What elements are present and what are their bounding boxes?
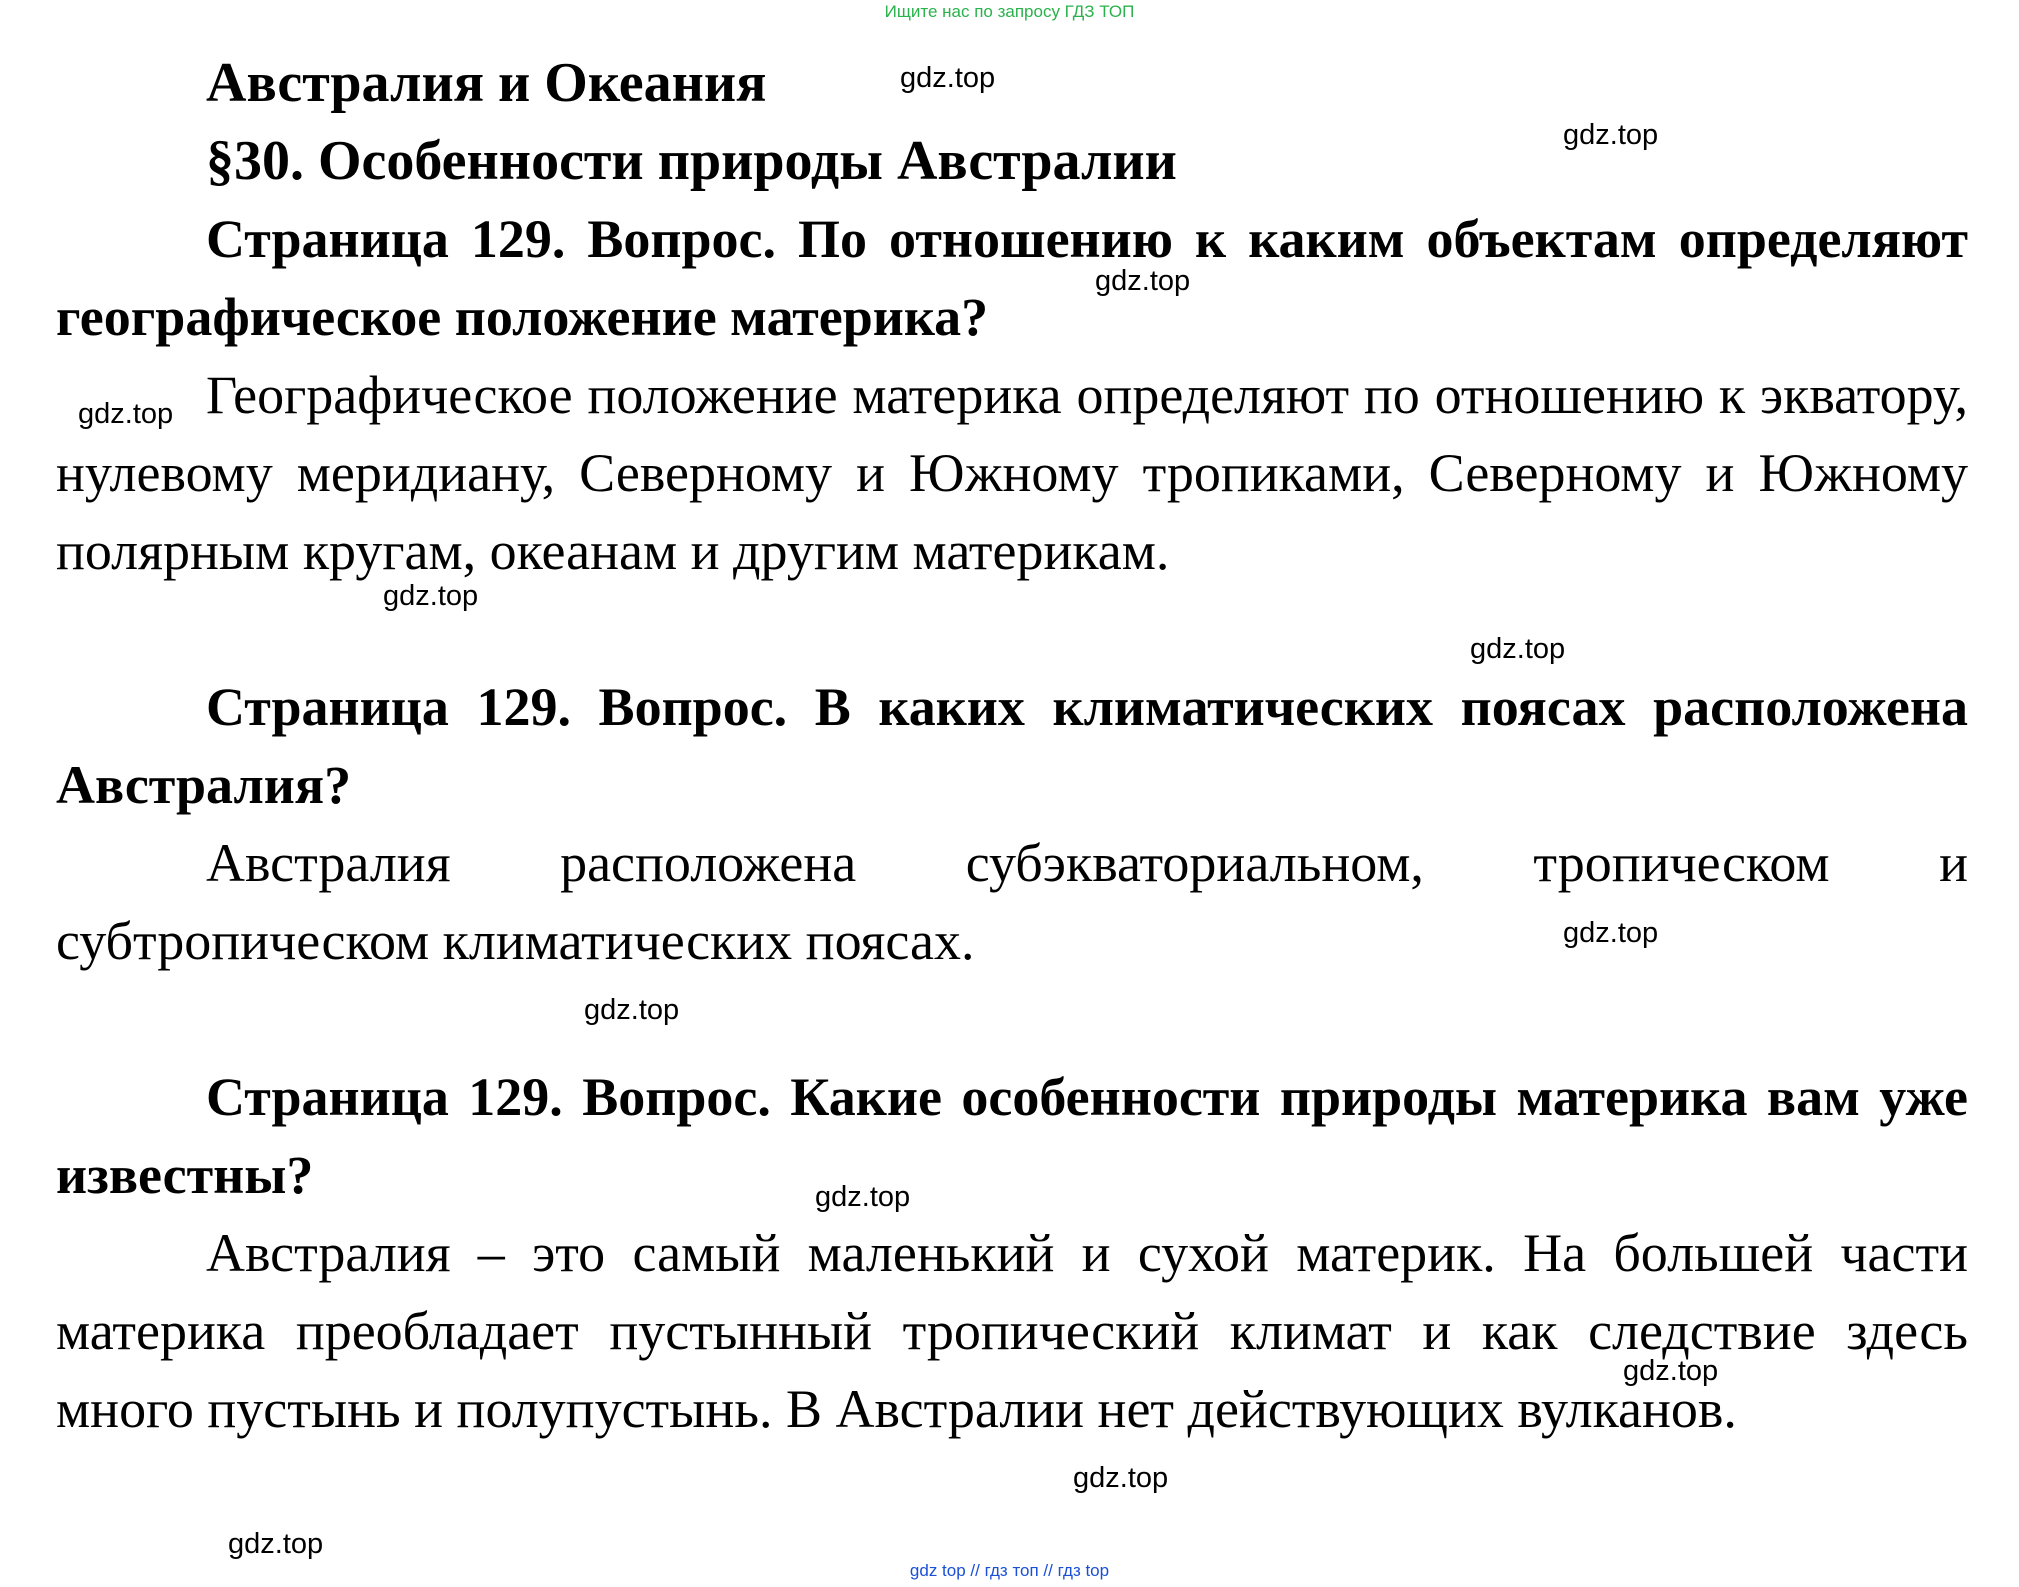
- watermark: gdz.top: [815, 1181, 911, 1213]
- section-title: Австралия и Океания: [206, 52, 767, 114]
- watermark: gdz.top: [228, 1528, 324, 1560]
- answer-3: Австралия – это самый маленький и сухой материк. На большей части материка преобладает пустынный тропический климат и как следствие здесь много пустынь и полупустынь. В Австралии нет действующих вулканов.: [56, 1223, 1968, 1439]
- document-page: [56, 44, 1968, 1448]
- question-2: Страница 129. Вопрос. В каких климатических поясах расположена Австралия?: [56, 677, 1968, 815]
- watermark: gdz.top: [1563, 917, 1659, 949]
- footer-link[interactable]: gdz top // гдз топ // гдз top: [909, 1561, 1110, 1580]
- question-3: Страница 129. Вопрос. Какие особенности природы материка вам уже известны?: [56, 1067, 1968, 1205]
- answer-1: Географическое положение материка определяют по отношению к экватору, нулевому меридиану, Северному и Южному тропиками, Северному и Южному полярным кругам, океанам и другим материкам.: [56, 365, 1968, 581]
- watermark: gdz.top: [1095, 265, 1191, 297]
- top-banner-link[interactable]: Ищите нас по запросу ГДЗ ТОП: [884, 2, 1135, 21]
- spacer: [56, 590, 1968, 668]
- answer-2: Австралия расположена субэкваториальном, тропическом и субтропическом климатических поясах.: [56, 833, 1968, 971]
- watermark: gdz.top: [1073, 1462, 1169, 1494]
- watermark: gdz.top: [1563, 119, 1659, 151]
- watermark: gdz.top: [1623, 1355, 1719, 1387]
- watermark: gdz.top: [584, 994, 680, 1026]
- paragraph-title: §30. Особенности природы Австралии: [206, 130, 1177, 192]
- watermark: gdz.top: [900, 62, 996, 94]
- watermark: gdz.top: [383, 580, 479, 612]
- watermark: gdz.top: [1470, 633, 1566, 665]
- watermark: gdz.top: [78, 398, 174, 430]
- question-1: Страница 129. Вопрос. По отношению к каким объектам определяют географическое положение материка?: [56, 209, 1968, 347]
- spacer: [56, 980, 1968, 1058]
